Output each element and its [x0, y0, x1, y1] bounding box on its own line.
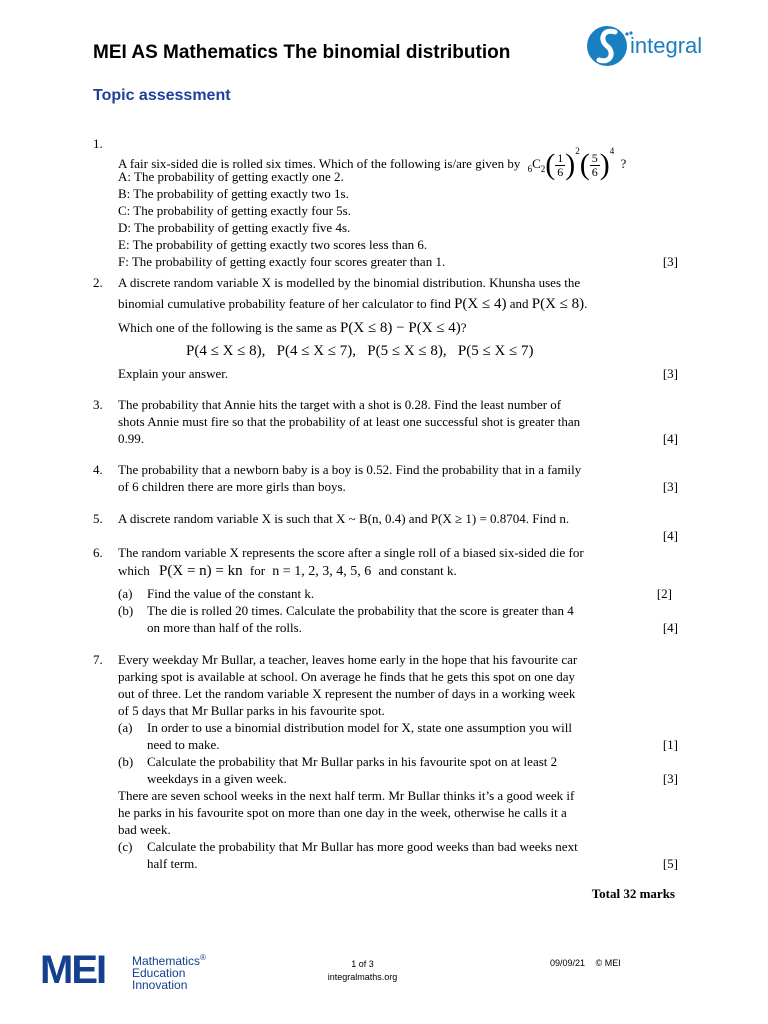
total-marks: Total 32 marks [591, 886, 675, 901]
part-a [118, 585, 678, 602]
part-label: (a) [118, 720, 133, 735]
question-text: and constant k. [378, 563, 457, 578]
question-2 [93, 274, 678, 382]
question-number: 4. [93, 462, 103, 477]
answer-choices: P(4 ≤ X ≤ 8), P(4 ≤ X ≤ 7), P(5 ≤ X ≤ 8), P(5 ≤ X ≤ 7) [186, 343, 534, 359]
question-number: 7. [93, 652, 103, 667]
part-text: Find the value of the constant k. [147, 586, 315, 601]
part-b [118, 602, 678, 636]
copyright-text: © MEI [595, 958, 621, 968]
question-text-line: A discrete random variable X is such that X ~ B(n, 0.4) and P(X ≥ 1) = 0.8704. Find n. [118, 511, 570, 526]
footer-date [550, 958, 621, 968]
question-text-line: he parks in his favourite spot on more than one day in the week, otherwise he calls it a [118, 805, 567, 820]
part-label: (b) [118, 603, 134, 618]
connector-text: and [509, 296, 529, 311]
question-number: 3. [93, 397, 103, 412]
part-text: on more than half of the rolls. [147, 620, 302, 635]
part-label: (b) [118, 754, 134, 769]
question-3 [93, 396, 678, 447]
question-2-line-1: A discrete random variable X is modelled by the binomial distribution. Khunsha uses the [118, 275, 581, 290]
marks: [2] [656, 586, 672, 601]
question-text-line: The probability that a newborn baby is a boy is 0.52. Find the probability that in a family [118, 462, 582, 477]
mei-logo-text: Mathematics® Education Innovation [132, 953, 206, 992]
option-e: E: The probability of getting exactly two scores less than 6. [118, 237, 428, 252]
question-2-line-2: binomial cumulative probability feature of her calculator to find [118, 296, 451, 311]
part-label: (c) [118, 839, 133, 854]
part-a [118, 719, 678, 753]
option-c: C: The probability of getting exactly four 5s. [118, 203, 351, 218]
marks: [3] [662, 254, 678, 269]
question-text: which [118, 563, 150, 578]
marks: [4] [662, 620, 678, 635]
date-text: 09/09/21 [550, 958, 586, 968]
question-number: 5. [93, 511, 103, 526]
marks: [1] [662, 737, 678, 752]
question-5 [93, 510, 678, 544]
question-text-line: parking spot is available at school. On average he finds that he gets this spot on one day [118, 669, 576, 684]
mei-logo-mark: MEI [40, 948, 106, 992]
document-title: MEI AS Mathematics The binomial distribution [93, 42, 511, 63]
explain-text: Explain your answer. [118, 366, 229, 381]
question-1-formula: $_6C_2$( $\frac{1}{6}$ )$^2$( $\frac{5}{6}$ )$^4$ ? [527, 146, 627, 182]
question-number: 2. [93, 275, 103, 290]
punctuation: . [584, 296, 588, 311]
question-text: for [249, 563, 266, 578]
option-a: A: The probability of getting exactly one 2. [118, 169, 344, 184]
part-text: The die is rolled 20 times. Calculate the probability that the score is greater than 4 [147, 603, 574, 618]
question-text-line: of 6 children there are more girls than boys. [118, 479, 346, 494]
question-7 [93, 651, 678, 872]
marks: [4] [662, 431, 678, 446]
question-number: 1. [93, 136, 103, 151]
option-d: D: The probability of getting exactly five 4s. [118, 220, 351, 235]
integral-logo [585, 22, 735, 72]
question-text-line: The probability that Annie hits the target with a shot is 0.28. Find the least number of [118, 397, 562, 412]
math-expression: P(X = n) = kn [159, 563, 243, 579]
math-expression: P(X ≤ 8) − P(X ≤ 4) [340, 320, 461, 336]
integral-logo-text: integral [630, 33, 703, 58]
part-text: Calculate the probability that Mr Bullar parks in his favourite spot on at least 2 [147, 754, 558, 769]
marks: [4] [662, 528, 678, 543]
part-text: half term. [147, 856, 198, 871]
question-text-line: of 5 days that Mr Bullar parks in his favourite spot. [118, 703, 385, 718]
question-text-line: bad week. [118, 822, 171, 837]
question-text-line: shots Annie must fire so that the probability of at least one successful shot is greater than [118, 414, 581, 429]
question-6 [93, 544, 678, 636]
mei-logo [40, 950, 240, 990]
part-label: (a) [118, 586, 133, 601]
part-text: Calculate the probability that Mr Bullar has more good weeks than bad weeks next [147, 839, 578, 854]
question-text-line: Every weekday Mr Bullar, a teacher, leaves home early in the hope that his favourite car [118, 652, 578, 667]
question-text-line: The random variable X represents the score after a single roll of a biased six-sided die for [118, 545, 584, 560]
website-link[interactable]: integralmaths.org [327, 972, 398, 982]
punctuation: ? [460, 320, 467, 335]
math-expression: P(X ≤ 8) [531, 296, 585, 312]
math-expression: P(X ≤ 4) [454, 296, 507, 312]
question-1 [93, 135, 678, 270]
marks: [3] [662, 366, 678, 381]
topic-heading: Topic assessment [93, 87, 231, 104]
question-text-line: out of three. Let the random variable X represent the number of days in a working week [118, 686, 576, 701]
part-c [118, 838, 678, 872]
part-b [118, 753, 678, 787]
integral-swirl-icon [585, 22, 735, 72]
question-1-stem: A fair six-sided die is rolled six times. Which of the following is/are given by [118, 156, 521, 171]
question-4 [93, 461, 678, 495]
question-text-line: 0.99. [118, 431, 144, 446]
marks: [3] [662, 771, 678, 786]
marks: [5] [662, 856, 678, 871]
math-expression: n = 1, 2, 3, 4, 5, 6 [272, 564, 372, 579]
marks: [3] [662, 479, 678, 494]
option-b: B: The probability of getting exactly two 1s. [118, 186, 349, 201]
footer-page-info [320, 958, 405, 984]
part-text: In order to use a binomial distribution model for X, state one assumption you will [147, 720, 572, 735]
part-text: weekdays in a given week. [147, 771, 287, 786]
option-f: F: The probability of getting exactly four scores greater than 1. [118, 254, 446, 269]
question-text-line: There are seven school weeks in the next half term. Mr Bullar thinks it’s a good week if [118, 788, 575, 803]
question-2-line-3: Which one of the following is the same as [118, 320, 337, 335]
question-number: 6. [93, 545, 103, 560]
page-number: 1 of 3 [351, 959, 374, 969]
part-text: need to make. [147, 737, 220, 752]
